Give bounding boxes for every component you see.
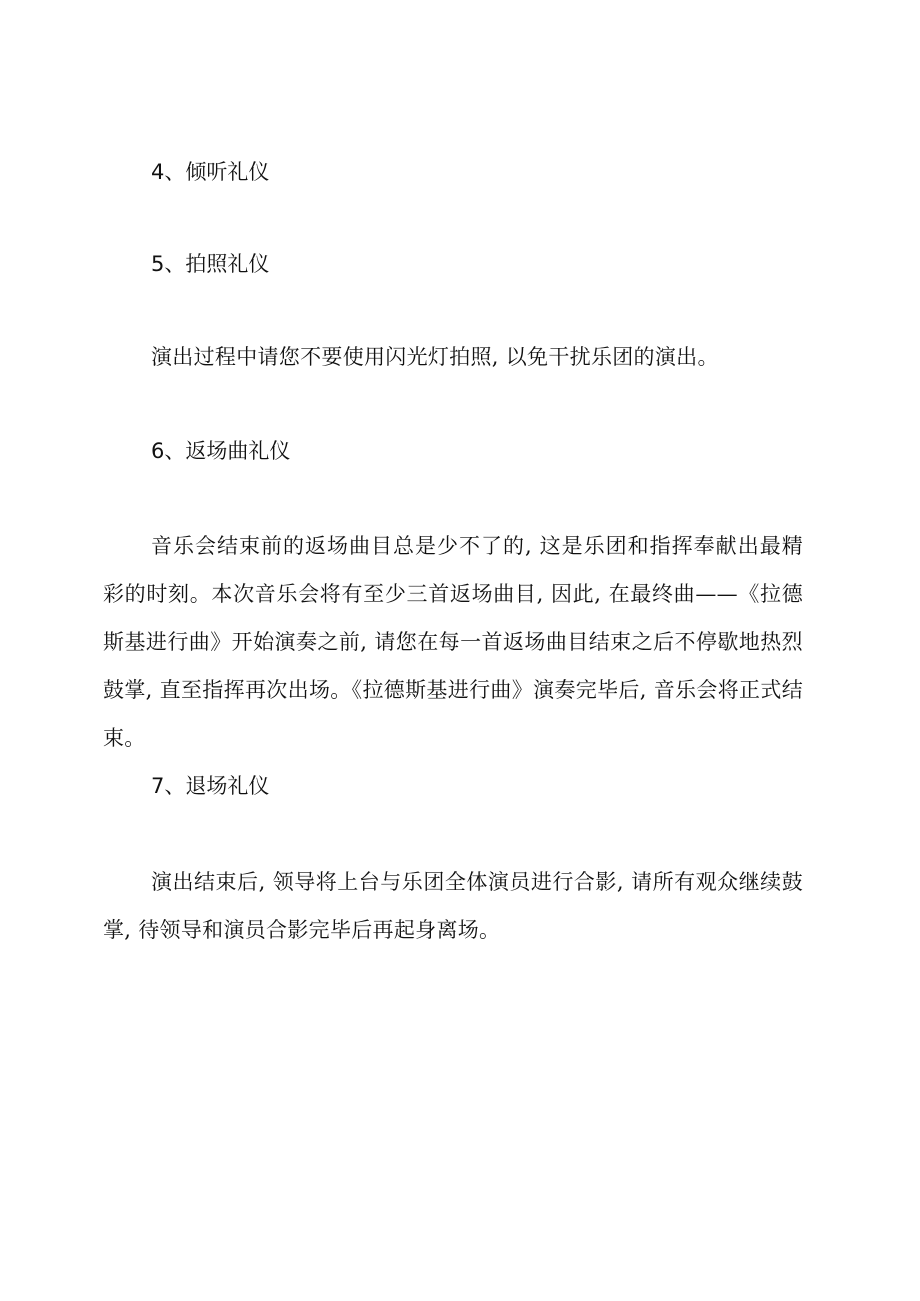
- section-title: 、返场曲礼仪: [164, 439, 291, 463]
- section-heading-6: [151, 437, 290, 465]
- section-body-5: 演出过程中请您不要使用闪光灯拍照, 以免干扰乐团的演出。: [151, 345, 719, 369]
- section-body-7: 演出结束后, 领导将上台与乐团全体演员进行合影, 请所有观众继续鼓掌, 待领导和演员合影完毕后再起身离场。: [103, 870, 803, 942]
- section-title: 、退场礼仪: [164, 774, 270, 798]
- section-body-6: 音乐会结束前的返场曲目总是少不了的, 这是乐团和指挥奉献出最精彩的时刻。本次音乐会将有至少三首返场曲目, 因此, 在最终曲——《拉德斯基进行曲》开始演奏之前, 请您在每一首返场曲目结束之后不停歇地热烈鼓掌, 直至指挥再次出场。《拉德斯基进行曲》演奏完毕后, 音乐会将正式结束。: [103, 534, 803, 750]
- section-heading-5: [151, 250, 269, 278]
- section-number: 7: [151, 774, 165, 798]
- section-heading-7: [151, 772, 269, 800]
- section-title: 、拍照礼仪: [164, 252, 270, 276]
- section-number: 4: [151, 160, 165, 184]
- section-number: 5: [151, 252, 165, 276]
- section-heading-4: [151, 158, 269, 186]
- section-number: 6: [151, 439, 165, 463]
- section-title: 、倾听礼仪: [164, 160, 270, 184]
